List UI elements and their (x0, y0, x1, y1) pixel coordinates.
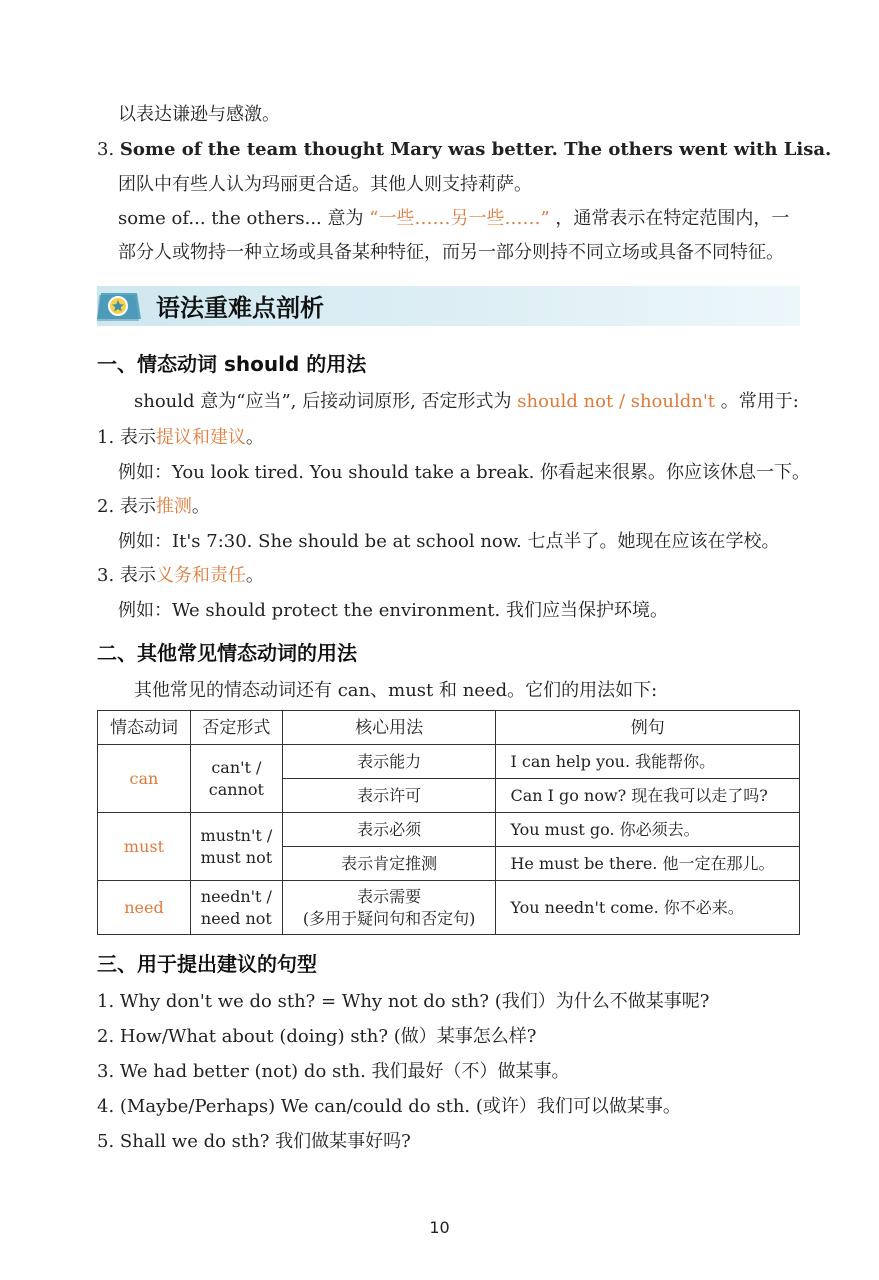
explanation-text: ，通常表示在特定范围内，一 (555, 208, 790, 229)
modal-verb: can (98, 745, 191, 813)
intro-text: should 意为“应当”, 后接动词原形, 否定形式为 (134, 391, 512, 412)
heading-suggestions: 三、用于提出建议的句型 (97, 952, 317, 976)
item-text: 表示 (119, 565, 156, 586)
usage-item-1 (97, 426, 264, 450)
negative-line: needn't / (200, 886, 272, 906)
usage-line: 表示需要 (357, 886, 422, 906)
should-intro (134, 390, 799, 414)
pattern-item: 2. How/What about (doing) sth? (做）某事怎么样? (97, 1026, 537, 1047)
star-badge-icon (97, 289, 141, 323)
negative-line: need not (200, 908, 272, 928)
example-sentence: Some of the team thought Mary was better. The others went with Lisa. (119, 139, 832, 160)
table-row (98, 745, 800, 779)
usage-example-2: 例如：It's 7:30. She should be at school now. 七点半了。她现在应该在学校。 (118, 531, 780, 552)
table-header: 否定形式 (190, 711, 282, 745)
negative-form (190, 813, 282, 881)
explanation-line-2: 部分人或物持一种立场或具备某种特征，而另一部分则持不同立场或具备不同特征。 (118, 242, 784, 263)
item-text: 。 (191, 496, 210, 517)
item-highlight: 提议和建议 (155, 427, 246, 448)
explanation-text: some of... the others... 意为 (118, 208, 364, 229)
example-sentence: Can I go now? 现在我可以走了吗? (496, 779, 800, 813)
table-header-row (98, 711, 800, 745)
core-usage (282, 881, 496, 935)
item-highlight: 推测 (155, 496, 192, 517)
explanation-highlight: “一些……另一些……” (369, 208, 550, 229)
negative-form: should not / shouldn't (517, 391, 716, 412)
continuation-line: 以表达谦逊与感激。 (118, 104, 280, 125)
pattern-item: 4. (Maybe/Perhaps) We can/could do sth. (或许）我们可以做某事。 (97, 1096, 681, 1117)
modal-verb: need (98, 881, 191, 935)
item-text: 表示 (119, 427, 156, 448)
negative-line: can't / (211, 757, 262, 777)
negative-line: cannot (208, 779, 264, 799)
core-usage: 表示必须 (282, 813, 496, 847)
example-translation: 团队中有些人认为玛丽更合适。其他人则支持莉萨。 (118, 174, 532, 195)
usage-example-1: 例如：You look tired. You should take a break. 你看起来很累。你应该休息一下。 (118, 462, 811, 483)
usage-note: (多用于疑问句和否定句) (302, 908, 476, 928)
item-text: 表示 (119, 496, 156, 517)
item-number: 1. (97, 427, 115, 448)
core-usage: 表示肯定推测 (282, 847, 496, 881)
heading-should: 一、情态动词 should 的用法 (97, 352, 367, 376)
negative-form (190, 881, 282, 935)
core-usage: 表示能力 (282, 745, 496, 779)
usage-item-2 (97, 495, 210, 519)
example-3 (97, 138, 831, 162)
item-number: 3. (97, 139, 115, 160)
usage-item-3 (97, 564, 264, 588)
section-title: 语法重难点剖析 (156, 294, 324, 322)
table-header: 情态动词 (98, 711, 191, 745)
negative-form (190, 745, 282, 813)
negative-line: must not (200, 847, 273, 867)
heading-modal-verbs: 二、其他常见情态动词的用法 (97, 641, 357, 665)
modal-verb: must (98, 813, 191, 881)
pattern-item: 3. We had better (not) do sth. 我们最好（不）做某事。 (97, 1061, 570, 1082)
item-text: 。 (245, 427, 264, 448)
pattern-item: 5. Shall we do sth? 我们做某事好吗? (97, 1131, 411, 1152)
negative-line: mustn't / (200, 825, 273, 845)
item-text: 。 (245, 565, 264, 586)
item-number: 2. (97, 496, 115, 517)
item-highlight: 义务和责任 (155, 565, 246, 586)
example-sentence: You must go. 你必须去。 (496, 813, 800, 847)
modal-verb-table (97, 710, 800, 935)
example-sentence: You needn't come. 你不必来。 (496, 881, 800, 935)
page-number: 10 (429, 1218, 450, 1237)
core-usage: 表示许可 (282, 779, 496, 813)
modal-intro: 其他常见的情态动词还有 can、must 和 need。它们的用法如下: (134, 680, 658, 701)
intro-text: 。常用于: (720, 391, 799, 412)
explanation-line-1 (118, 207, 789, 231)
item-number: 3. (97, 565, 115, 586)
table-row (98, 881, 800, 935)
pattern-item: 1. Why don't we do sth? = Why not do sth? (我们）为什么不做某事呢? (97, 991, 710, 1012)
table-header: 例句 (496, 711, 800, 745)
example-sentence: He must be there. 他一定在那儿。 (496, 847, 800, 881)
table-row (98, 813, 800, 847)
usage-example-3: 例如：We should protect the environment. 我们应当保护环境。 (118, 600, 668, 621)
example-sentence: I can help you. 我能帮你。 (496, 745, 800, 779)
table-header: 核心用法 (282, 711, 496, 745)
